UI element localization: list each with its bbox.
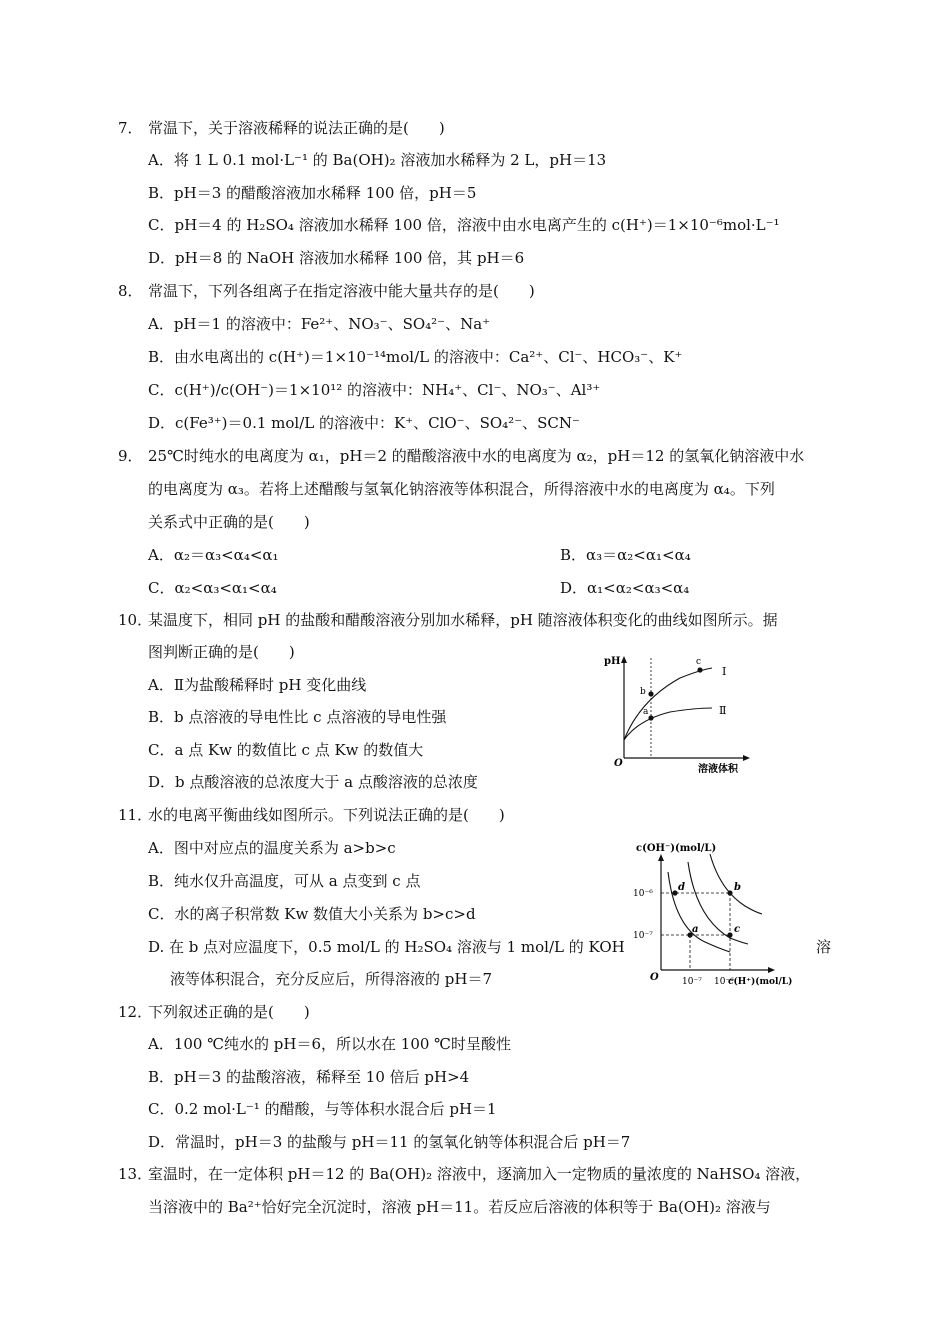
q11-label-a: a xyxy=(692,924,699,935)
q10-curve-2 xyxy=(624,708,712,740)
q10-x-arrow xyxy=(743,755,750,761)
q12-stem: 下列叙述正确的是( ) xyxy=(148,1003,310,1021)
q11-y-label: c(OH⁻)(mol/L) xyxy=(636,843,717,854)
q9-option-b: B．α₃＝α₂<α₁<α₄ xyxy=(560,546,691,564)
q11-option-d-line2: 液等体积混合，充分反应后，所得溶液的 pH＝7 xyxy=(170,970,492,988)
q11-x-arrow xyxy=(768,967,775,973)
q9-option-a: A．α₂＝α₃<α₄<α₁ xyxy=(148,546,279,564)
q9-option-d: D．α₁<α₂<α₃<α₄ xyxy=(560,579,690,597)
q10-option-b: B．b 点溶液的导电性比 c 点溶液的导电性强 xyxy=(148,708,447,726)
q12-option-d: D．常温时，pH＝3 的盐酸与 pH＝11 的氢氧化钠等体积混合后 pH＝7 xyxy=(148,1133,631,1151)
q10-stem-line1: 某温度下，相同 pH 的盐酸和醋酸溶液分别加水稀释，pH 随溶液体积变化的曲线如图所示。据 xyxy=(148,611,778,629)
q11-y-tick-hi: 10⁻⁶ xyxy=(633,889,653,899)
q10-option-d: D．b 点酸溶液的总浓度大于 a 点酸溶液的总浓度 xyxy=(148,773,478,791)
q10-number: 10． xyxy=(118,611,153,629)
q9-number: 9． xyxy=(118,447,143,465)
q10-point-b xyxy=(648,691,653,696)
q11-x-label: c(H⁺)(mol/L) xyxy=(728,977,793,987)
q11-stem: 水的电离平衡曲线如图所示。下列说法正确的是( ) xyxy=(148,806,505,824)
q8-option-d: D．c(Fe³⁺)＝0.1 mol/L 的溶液中：K⁺、ClO⁻、SO₄²⁻、SCN⁻ xyxy=(148,414,580,432)
q12-option-c: C．0.2 mol·L⁻¹ 的醋酸，与等体积水混合后 pH＝1 xyxy=(148,1100,497,1118)
q10-label-curve-2: Ⅱ xyxy=(719,704,727,717)
q9-stem-line3: 关系式中正确的是( ) xyxy=(148,513,310,531)
q11-origin: O xyxy=(650,972,659,983)
q10-point-a xyxy=(648,715,653,720)
q11-point-b xyxy=(727,890,732,895)
q11-x-tick-hi: 10⁻⁶ xyxy=(714,977,734,987)
q13-stem-line2: 当溶液中的 Ba²⁺恰好完全沉淀时，溶液 pH＝11。若反应后溶液的体积等于 Ba(OH)₂ 溶液与 xyxy=(148,1198,771,1216)
q8-number: 8． xyxy=(118,282,143,300)
q10-y-arrow xyxy=(621,656,627,663)
q10-origin: O xyxy=(614,758,623,769)
q10-stem-line2: 图判断正确的是( ) xyxy=(148,643,295,661)
q10-x-label: 溶液体积 xyxy=(698,764,738,775)
q13-number: 13． xyxy=(118,1165,153,1183)
q9-stem-line1: 25℃时纯水的电离度为 α₁，pH＝2 的醋酸溶液中水的电离度为 α₂，pH＝12 的氢氧化钠溶液中水 xyxy=(148,447,805,465)
q11-point-c xyxy=(727,932,732,937)
q11-option-d-wrap: 溶 xyxy=(816,938,832,956)
q9-stem-line2: 的电离度为 α₃。若将上述醋酸与氢氧化钠溶液等体积混合，所得溶液中水的电离度为 α₄。下列 xyxy=(148,480,775,498)
q10-label-b: b xyxy=(640,687,646,697)
q7-option-b: B．pH＝3 的醋酸溶液加水稀释 100 倍，pH＝5 xyxy=(148,184,477,202)
q10-label-a: a xyxy=(643,707,649,717)
q11-number: 11． xyxy=(118,806,153,824)
q13-stem-line1: 室温时，在一定体积 pH＝12 的 Ba(OH)₂ 溶液中，逐滴加入一定物质的量浓度的 NaHSO₄ 溶液， xyxy=(148,1165,811,1183)
q10-option-a: A．Ⅱ为盐酸稀释时 pH 变化曲线 xyxy=(148,676,367,694)
q11-label-c: c xyxy=(734,924,741,935)
q7-option-a: A．将 1 L 0.1 mol·L⁻¹ 的 Ba(OH)₂ 溶液加水稀释为 2 L，pH＝13 xyxy=(148,151,607,169)
q12-number: 12． xyxy=(118,1003,153,1021)
q7-number: 7． xyxy=(118,119,143,137)
q10-y-label: pH xyxy=(604,656,621,667)
q10-option-c: C．a 点 Kw 的数值比 c 点 Kw 的数值大 xyxy=(148,741,424,759)
q8-option-b: B．由水电离出的 c(H⁺)＝1×10⁻¹⁴mol/L 的溶液中：Ca²⁺、Cl⁻、HCO₃⁻、K⁺ xyxy=(148,348,683,366)
q11-label-b: b xyxy=(734,882,741,893)
q8-option-a: A．pH＝1 的溶液中：Fe²⁺、NO₃⁻、SO₄²⁻、Na⁺ xyxy=(148,315,491,333)
q7-stem: 常温下，关于溶液稀释的说法正确的是( ) xyxy=(148,119,445,137)
q10-point-c xyxy=(697,667,702,672)
q7-option-c: C．pH＝4 的 H₂SO₄ 溶液加水稀释 100 倍，溶液中由水电离产生的 c(H⁺)＝1×10⁻⁶mol·L⁻¹ xyxy=(148,216,780,234)
q11-option-d-line1: D. 在 b 点对应温度下，0.5 mol/L 的 H₂SO₄ 溶液与 1 mol/L 的 KOH xyxy=(148,938,625,956)
q12-option-b: B．pH＝3 的盐酸溶液，稀释至 10 倍后 pH>4 xyxy=(148,1068,470,1086)
q11-x-tick-lo: 10⁻⁷ xyxy=(682,977,702,987)
q9-option-c: C．α₂<α₃<α₁<α₄ xyxy=(148,579,277,597)
q11-y-tick-lo: 10⁻⁷ xyxy=(633,931,653,941)
q10-label-c: c xyxy=(696,657,702,667)
q8-option-c: C．c(H⁺)/c(OH⁻)＝1×10¹² 的溶液中：NH₄⁺、Cl⁻、NO₃⁻、Al³⁺ xyxy=(148,381,601,399)
q11-label-d: d xyxy=(678,882,685,893)
q10-label-curve-1: Ⅰ xyxy=(722,665,727,678)
q11-figure xyxy=(630,838,793,988)
q11-point-d xyxy=(672,890,677,895)
q10-figure xyxy=(600,648,760,778)
q11-option-b: B．纯水仅升高温度，可从 a 点变到 c 点 xyxy=(148,872,421,890)
q11-option-c: C．水的离子积常数 Kw 数值大小关系为 b>c>d xyxy=(148,905,476,923)
q8-stem: 常温下，下列各组离子在指定溶液中能大量共存的是( ) xyxy=(148,282,535,300)
q11-y-arrow xyxy=(658,854,664,861)
q11-option-a: A．图中对应点的温度关系为 a>b>c xyxy=(148,839,396,857)
q7-option-d: D．pH＝8 的 NaOH 溶液加水稀释 100 倍，其 pH＝6 xyxy=(148,249,525,267)
q10-curve-1 xyxy=(624,668,712,740)
q12-option-a: A．100 ℃纯水的 pH＝6，所以水在 100 ℃时呈酸性 xyxy=(148,1035,511,1053)
